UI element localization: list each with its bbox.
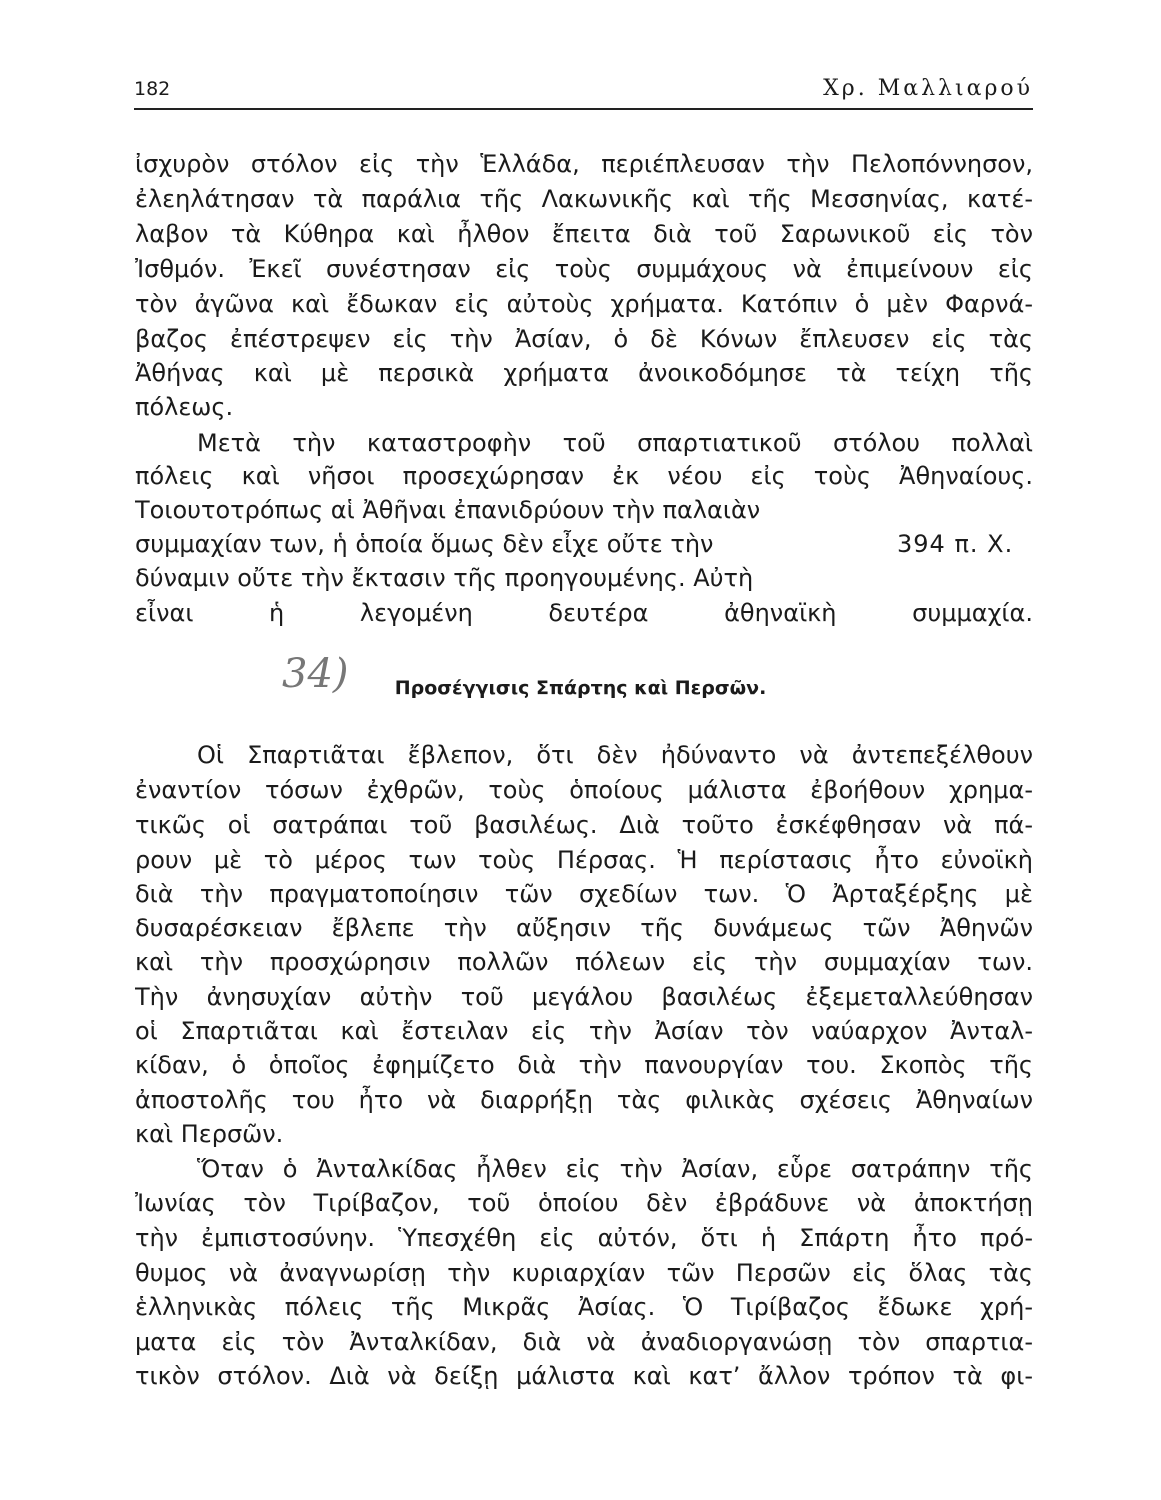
text-line: Τοιουτοτρόπως αἱ Ἀθῆναι ἐπανιδρύουν τὴν παλαιὰν [135, 496, 761, 524]
text-line: εἶναι ἡ λεγομένη δευτέρα ἀθηναϊκὴ συμμαχία. [135, 599, 1033, 627]
page-number: 182 [134, 78, 171, 100]
text-line: δύναμιν οὔτε τὴν ἔκτασιν τῆς προηγουμένης. Αὐτὴ [135, 564, 754, 592]
text-line: δυσαρέσκειαν ἔβλεπε τὴν αὔξησιν τῆς δυνάμεως τῶν Ἀθηνῶν [135, 914, 1033, 942]
text-line: κίδαν, ὁ ὁποῖος ἐφημίζετο διὰ τὴν πανουργίαν του. Σκοπὸς τῆς [135, 1051, 1033, 1079]
text-line: Τὴν ἀνησυχίαν αὐτὴν τοῦ μεγάλου βασιλέως ἐξεμεταλλεύθησαν [135, 983, 1033, 1011]
running-head: Χρ. Μαλλιαρού [823, 76, 1033, 101]
text-line: Μετὰ τὴν καταστροφὴν τοῦ σπαρτιατικοῦ στόλου πολλαὶ [197, 429, 1033, 457]
text-line: τὴν ἐμπιστοσύνην. Ὑπεσχέθη εἰς αὐτόν, ὅτι ἡ Σπάρτη ἦτο πρό- [135, 1224, 1033, 1252]
text-line: τικῶς οἱ σατράπαι τοῦ βασιλέως. Διὰ τοῦτο ἐσκέφθησαν νὰ πά- [135, 811, 1033, 839]
text-line: Ἰωνίας τὸν Τιρίβαζον, τοῦ ὁποίου δὲν ἐβράδυνε νὰ ἀποκτήσῃ [135, 1189, 1033, 1217]
text-line: ματα εἰς τὸν Ἀνταλκίδαν, διὰ νὰ ἀναδιοργανώσῃ τὸν σπαρτια- [135, 1328, 1033, 1356]
text-line: τικὸν στόλον. Διὰ νὰ δείξῃ μάλιστα καὶ κατ’ ἄλλον τρόπον τὰ φι- [135, 1362, 1033, 1390]
text-line: ἀποστολῆς του ἦτο νὰ διαρρήξῃ τὰς φιλικὰς σχέσεις Ἀθηναίων [135, 1086, 1033, 1114]
text-line: πόλεως. [135, 393, 234, 421]
page-header [134, 72, 1033, 110]
text-line: οἱ Σπαρτιᾶται καὶ ἔστειλαν εἰς τὴν Ἀσίαν τὸν ναύαρχον Ἀνταλ- [135, 1017, 1033, 1045]
text-line: Οἱ Σπαρτιᾶται ἔβλεπον, ὅτι δὲν ἠδύναντο νὰ ἀντεπεξέλθουν [197, 741, 1033, 769]
text-line: λαβον τὰ Κύθηρα καὶ ἦλθον ἔπειτα διὰ τοῦ Σαρωνικοῦ εἰς τὸν [135, 220, 1033, 248]
text-line: ἐναντίον τόσων ἐχθρῶν, τοὺς ὁποίους μάλιστα ἐβοήθουν χρημα- [135, 776, 1033, 804]
text-line: ἐλεηλάτησαν τὰ παράλια τῆς Λακωνικῆς καὶ τῆς Μεσσηνίας, κατέ- [135, 185, 1033, 213]
text-line: ἰσχυρὸν στόλον εἰς τὴν Ἑλλάδα, περιέπλευσαν τὴν Πελοπόννησον, [135, 150, 1033, 178]
section-heading: Προσέγγισις Σπάρτης καὶ Περσῶν. [394, 677, 767, 699]
text-line: βαζος ἐπέστρεψεν εἰς τὴν Ἀσίαν, ὁ δὲ Κόνων ἔπλευσεν εἰς τὰς [135, 325, 1033, 353]
text-line: Ὅταν ὁ Ἀνταλκίδας ἦλθεν εἰς τὴν Ἀσίαν, εὗρε σατράπην τῆς [197, 1155, 1033, 1183]
text-line: διὰ τὴν πραγματοποίησιν τῶν σχεδίων των. Ὁ Ἀρταξέρξης μὲ [135, 880, 1033, 908]
text-line: ρουν μὲ τὸ μέρος των τοὺς Πέρσας. Ἡ περίστασις ἦτο εὐνοϊκὴ [135, 846, 1033, 874]
text-line: καὶ Περσῶν. [135, 1120, 284, 1148]
text-line: πόλεις καὶ νῆσοι προσεχώρησαν ἐκ νέου εἰς τοὺς Ἀθηναίους. [135, 462, 1033, 490]
text-line: ἑλληνικὰς πόλεις τῆς Μικρᾶς Ἀσίας. Ὁ Τιρίβαζος ἔδωκε χρή- [135, 1293, 1033, 1321]
text-line: τὸν ἀγῶνα καὶ ἔδωκαν εἰς αὐτοὺς χρήματα. Κατόπιν ὁ μὲν Φαρνά- [135, 290, 1033, 318]
date-note: 394 π. Χ. [897, 530, 1014, 558]
text-line: Ἀθήνας καὶ μὲ περσικὰ χρήματα ἀνοικοδόμησε τὰ τείχη τῆς [135, 359, 1033, 387]
text-line: συμμαχίαν των, ἡ ὁποία ὅμως δὲν εἶχε οὔτε τὴν [135, 530, 714, 558]
text-line: θυμος νὰ ἀναγνωρίσῃ τὴν κυριαρχίαν τῶν Περσῶν εἰς ὅλας τὰς [135, 1259, 1033, 1287]
text-line: Ἰσθμόν. Ἐκεῖ συνέστησαν εἰς τοὺς συμμάχους νὰ ἐπιμείνουν εἰς [135, 255, 1033, 283]
text-line: καὶ τὴν προσχώρησιν πολλῶν πόλεων εἰς τὴν συμμαχίαν των. [135, 948, 1033, 976]
handwritten-margin-number: 34) [282, 651, 349, 697]
